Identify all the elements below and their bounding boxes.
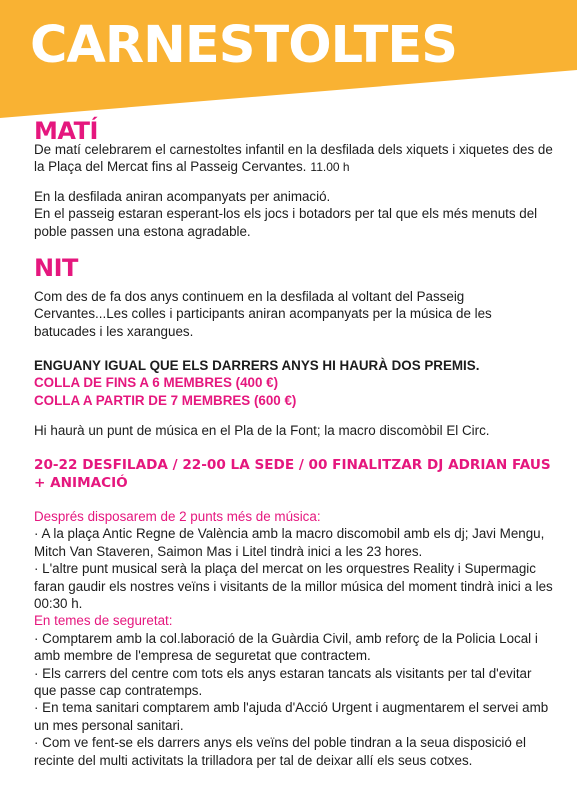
mati-paragraph [34, 141, 554, 177]
extra-info [34, 508, 554, 769]
security-item: · Comptarem amb la col.laboració de la Guàrdia Civil, amb reforç de la Policia Local i amb membre de l'empresa de seguretat que contractem. [34, 630, 538, 664]
music-point-item: · L'altre punt musical serà la plaça del mercat on les orquestres Reality i Supermagic faran gaudir els nostres veïns i visitants de la millor música del moment tindrà inici a les 00:30 h. [34, 561, 553, 612]
music-point-note: Hi haurà un punt de música en el Pla de la Font; la macro discomòbil El Circ. [34, 423, 490, 438]
security-item: · Com ve fent-se els darrers anys els veïns del poble tindran a la seua disposició el recinte del multi activitats la trilladora per tal de deixar allí els seus cotxes. [34, 735, 526, 768]
security-item: · En tema sanitari comptarem amb l'ajuda d'Acció Urgent i augmentarem el servei amb un mes personal sanitari. [34, 700, 549, 733]
security-item: · Els carrers del centre com tots els anys estaran tancats als visitants per tal d'evitar que passe cap contratemps. [34, 665, 532, 699]
mati-detail-line-1: En la desfilada aniran acompanyats per animació. [34, 189, 331, 204]
header-banner [0, 0, 577, 130]
prizes-block [34, 357, 554, 409]
prize-large-group: COLLA A PARTIR DE 7 MEMBRES (600 €) [34, 392, 297, 408]
section-heading-mati: MATÍ [34, 117, 98, 145]
music-point-item: · A la plaça Antic Regne de València amb la macro discomobil amb els dj; Javi Mengu, Mitch Van Staveren, Saimon Mas i Litel tindrà inici a les 23 hores. [34, 526, 545, 559]
security-heading: En temes de seguretat: [34, 613, 173, 629]
mati-detail-line-2: En el passeig estaran esperant-los els jocs i botadors per tal que els més menuts del poble passen una estona agradable. [34, 206, 538, 239]
mati-details [34, 188, 554, 240]
nit-description: Com des de fa dos anys continuem en la desfilada al voltant del Passeig Cervantes...Les colles i participants aniran acompanyats per la música de les batucades i les xarangues. [34, 289, 492, 339]
music-points-heading: Després disposarem de 2 punts més de música: [34, 509, 321, 524]
night-schedule: 20-22 DESFILADA / 22-00 LA SEDE / 00 FINALITZAR DJ ADRIAN FAUS + ANIMACIÓ [34, 457, 551, 491]
section-heading-nit: NIT [34, 254, 78, 282]
mati-time: 11.00 h [310, 160, 350, 175]
mati-description: De matí celebrarem el carnestoltes infantil en la desfilada dels xiquets i xiquetes des de la Plaça del Mercat fins al Passeig Cervantes. [34, 142, 553, 175]
prizes-title: ENGUANY IGUAL QUE ELS DARRERS ANYS HI HAURÀ DOS PREMIS. [34, 358, 480, 373]
page-title: CARNESTOLTES [30, 16, 457, 75]
prize-small-group: COLLA DE FINS A 6 MEMBRES (400 €) [34, 375, 279, 391]
